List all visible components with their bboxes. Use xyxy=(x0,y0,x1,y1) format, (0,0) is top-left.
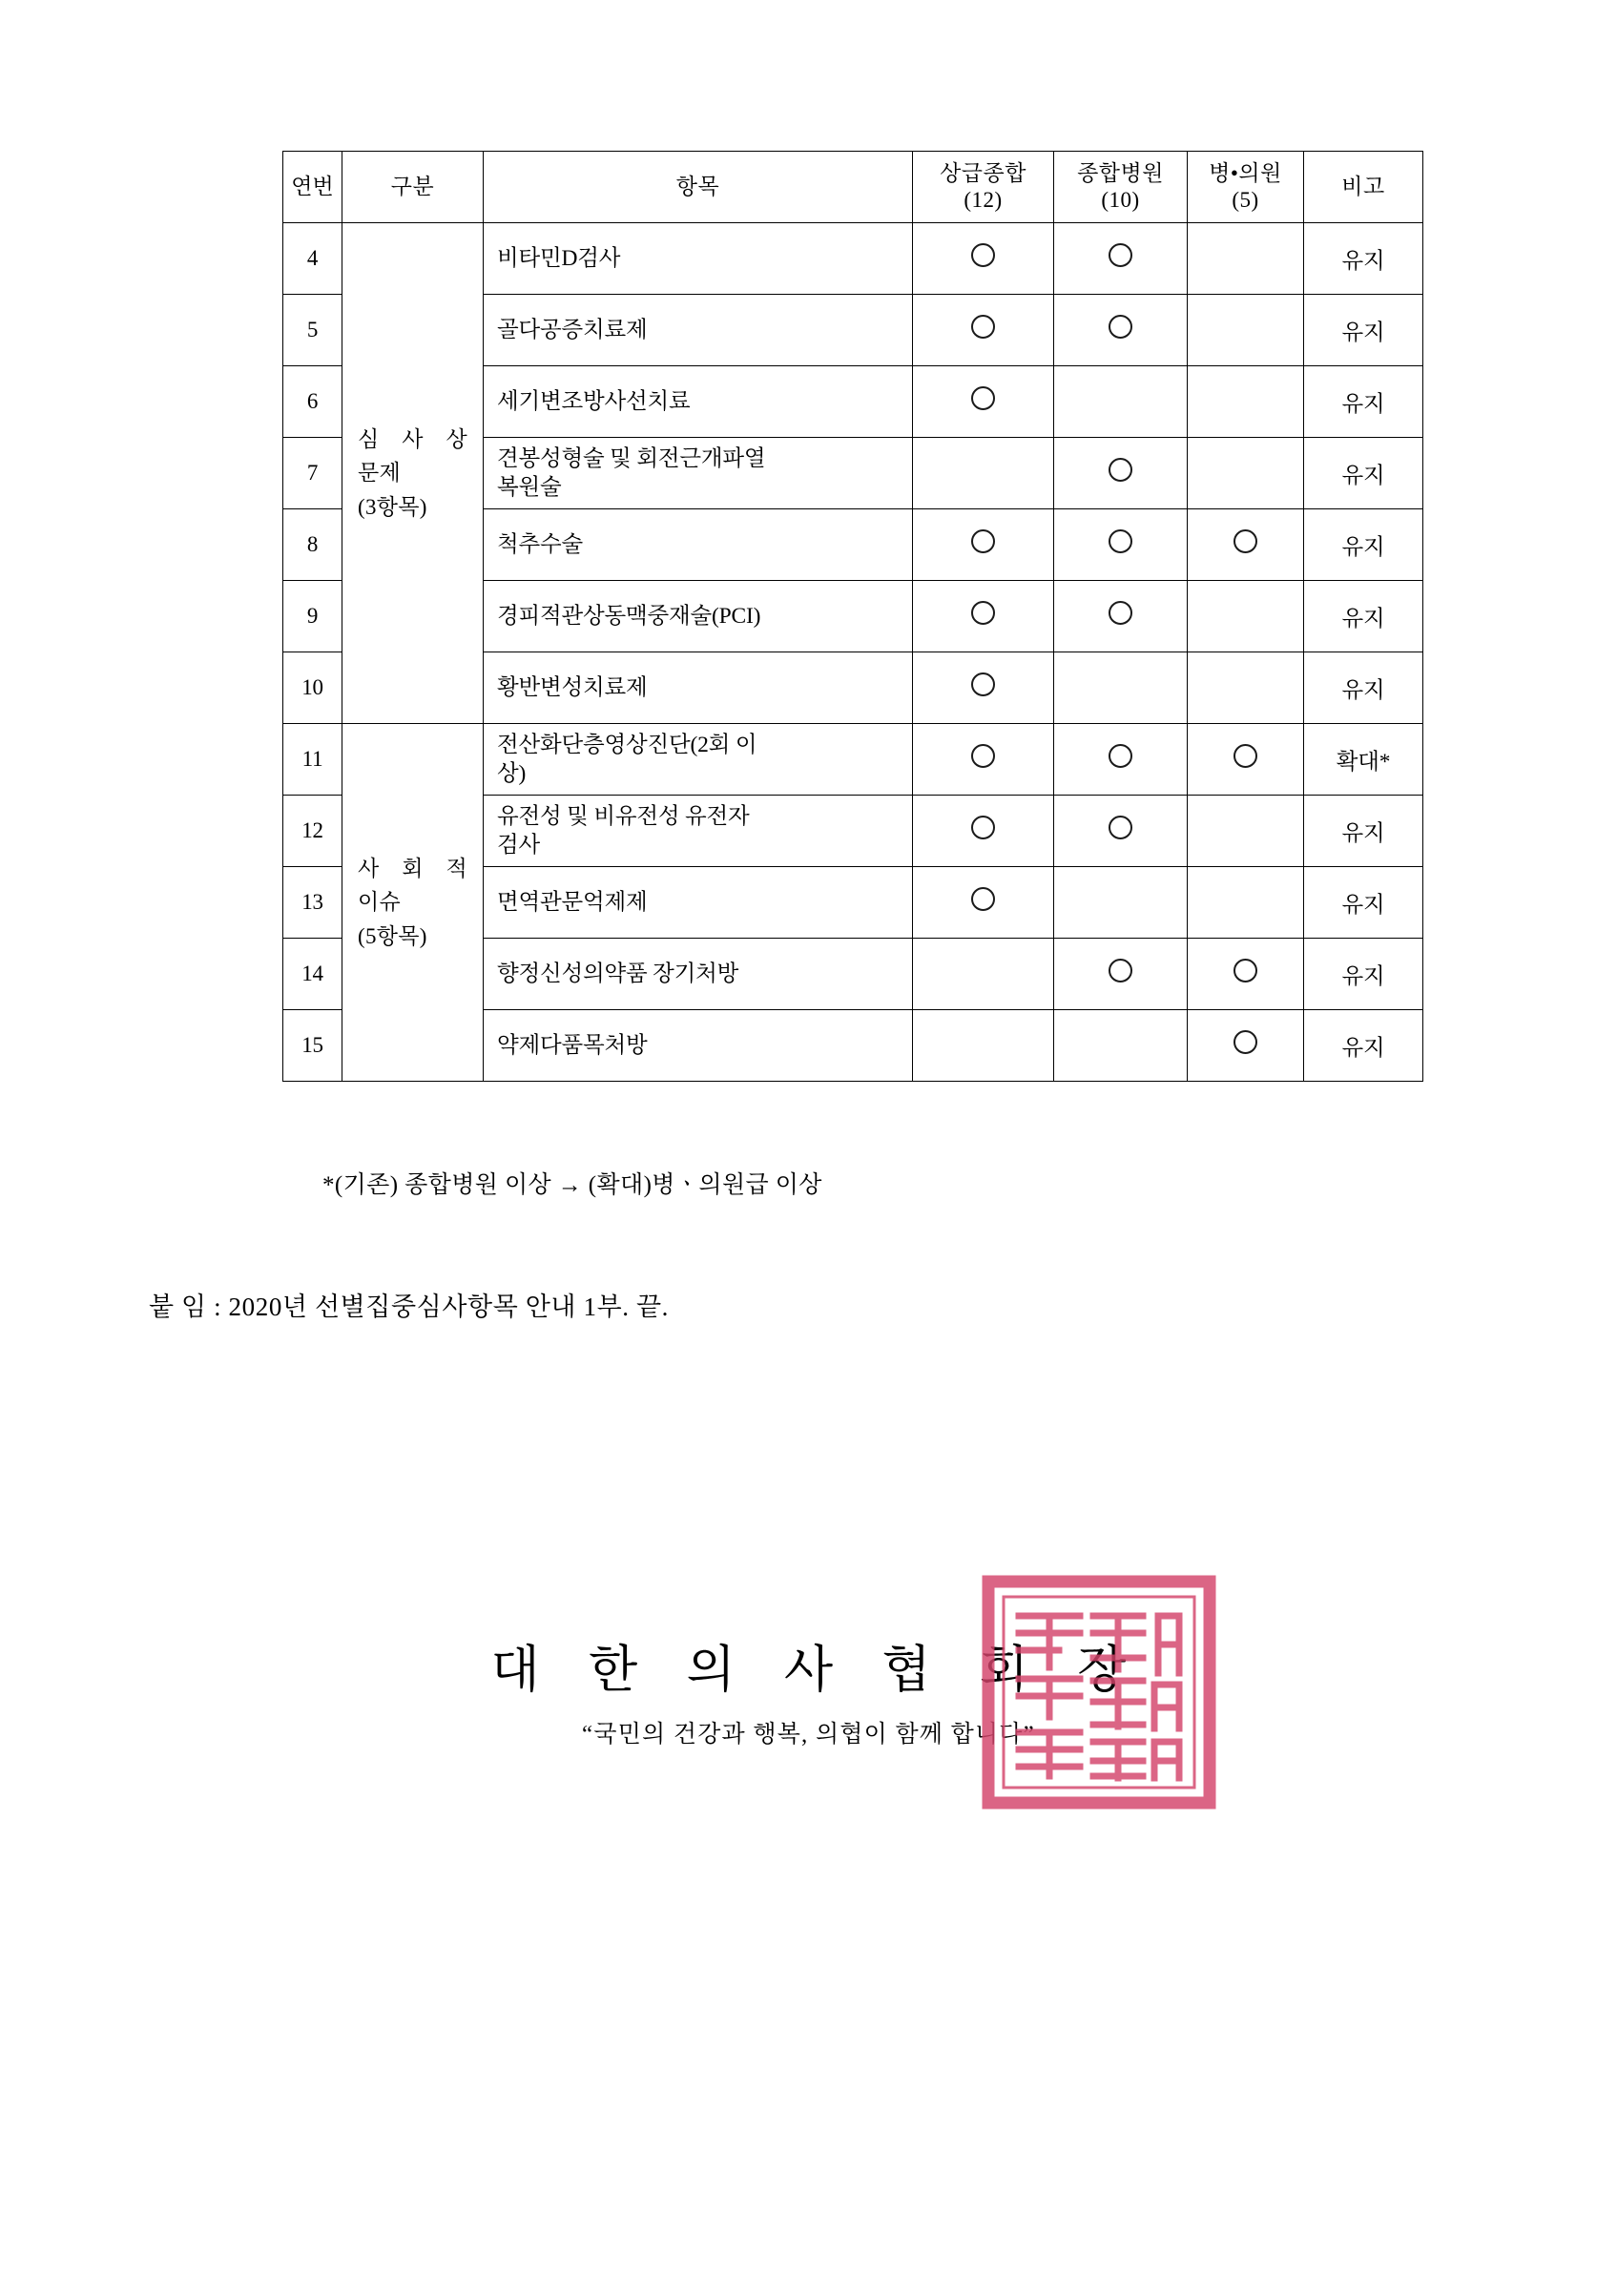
header-cell-gubun: 구분 xyxy=(342,152,484,223)
cell-clinic xyxy=(1188,509,1304,581)
cell-clinic xyxy=(1188,939,1304,1010)
cell-tertiary-hospital xyxy=(913,366,1054,438)
cell-no: 6 xyxy=(283,366,342,438)
item-line: 복원술 xyxy=(497,475,562,500)
cell-remark: 유지 xyxy=(1304,796,1423,867)
cell-item-name: 경피적관상동맥중재술(PCI) xyxy=(484,581,913,652)
cell-no: 10 xyxy=(283,652,342,724)
cell-tertiary-hospital xyxy=(913,581,1054,652)
check-circle-icon xyxy=(1109,959,1132,983)
signature-block xyxy=(0,1641,1617,1749)
cell-remark: 유지 xyxy=(1304,223,1423,295)
cell-remark: 유지 xyxy=(1304,295,1423,366)
check-circle-icon xyxy=(971,529,995,553)
header-cell-remark: 비고 xyxy=(1304,152,1423,223)
cell-clinic xyxy=(1188,1010,1304,1082)
check-circle-icon xyxy=(1233,959,1257,983)
cell-tertiary-hospital xyxy=(913,223,1054,295)
cell-tertiary-hospital xyxy=(913,724,1054,796)
cell-remark: 유지 xyxy=(1304,939,1423,1010)
check-circle-icon xyxy=(971,386,995,410)
group-label-line: 사 회 적 xyxy=(358,856,467,880)
cell-clinic xyxy=(1188,652,1304,724)
check-circle-icon xyxy=(1233,529,1257,553)
table-header-row xyxy=(283,152,1423,223)
group-label-line: 이슈 xyxy=(358,890,402,915)
item-line: 전산화단층영상진단(2회 이 xyxy=(497,732,757,757)
cell-general-hospital xyxy=(1054,867,1188,939)
cell-general-hospital xyxy=(1054,652,1188,724)
cell-no: 7 xyxy=(283,438,342,509)
check-circle-icon xyxy=(971,243,995,267)
check-circle-icon xyxy=(1109,744,1132,768)
header-cell-item: 항목 xyxy=(484,152,913,223)
cell-no: 14 xyxy=(283,939,342,1010)
check-circle-icon xyxy=(1109,816,1132,839)
cell-general-hospital xyxy=(1054,724,1188,796)
item-line: 상) xyxy=(497,761,527,786)
cell-clinic xyxy=(1188,223,1304,295)
cell-tertiary-hospital xyxy=(913,867,1054,939)
cell-item-name: 약제다품목처방 xyxy=(484,1010,913,1082)
cell-tertiary-hospital xyxy=(913,438,1054,509)
cell-remark: 유지 xyxy=(1304,509,1423,581)
cell-item-name xyxy=(484,724,913,796)
cell-tertiary-hospital xyxy=(913,652,1054,724)
header-cell-no: 연번 xyxy=(283,152,342,223)
cell-remark: 유지 xyxy=(1304,1010,1423,1082)
cell-clinic xyxy=(1188,366,1304,438)
cell-tertiary-hospital xyxy=(913,1010,1054,1082)
check-circle-icon xyxy=(971,672,995,696)
table-body xyxy=(283,223,1423,1082)
group-label-line: (3항목) xyxy=(358,494,427,519)
check-circle-icon xyxy=(971,601,995,625)
check-circle-icon xyxy=(971,887,995,911)
cell-clinic xyxy=(1188,796,1304,867)
cell-item-name xyxy=(484,438,913,509)
cell-general-hospital xyxy=(1054,295,1188,366)
cell-general-hospital xyxy=(1054,581,1188,652)
header-cell-general-hospital: 종합병원 (10) xyxy=(1054,152,1188,223)
cell-item-name: 세기변조방사선치료 xyxy=(484,366,913,438)
check-circle-icon xyxy=(1109,601,1132,625)
cell-remark: 유지 xyxy=(1304,652,1423,724)
cell-no: 9 xyxy=(283,581,342,652)
review-items-table-wrapper xyxy=(282,151,1422,1082)
group-label-line: 심 사 상 xyxy=(358,426,467,451)
cell-tertiary-hospital xyxy=(913,295,1054,366)
signature-title: 대 한 의 사 협 회 장 xyxy=(490,1643,1145,1698)
cell-general-hospital xyxy=(1054,438,1188,509)
item-line: 견봉성형술 및 회전근개파열 xyxy=(497,445,766,471)
cell-item-name: 비타민D검사 xyxy=(484,223,913,295)
check-circle-icon xyxy=(971,315,995,339)
cell-remark: 유지 xyxy=(1304,581,1423,652)
cell-no: 4 xyxy=(283,223,342,295)
check-circle-icon xyxy=(1109,529,1132,553)
table-footnote: *(기존) 종합병원 이상 → (확대)병ㆍ의원급 이상 xyxy=(322,1172,822,1198)
group-label-line: (5항목) xyxy=(358,923,427,948)
table-header xyxy=(283,152,1423,223)
cell-item-name: 척추수술 xyxy=(484,509,913,581)
cell-general-hospital xyxy=(1054,509,1188,581)
cell-no: 12 xyxy=(283,796,342,867)
table-row xyxy=(283,724,1423,796)
cell-clinic xyxy=(1188,438,1304,509)
header-cell-clinic: 병•의원 (5) xyxy=(1188,152,1304,223)
cell-item-name: 면역관문억제제 xyxy=(484,867,913,939)
check-circle-icon xyxy=(1109,315,1132,339)
cell-remark: 유지 xyxy=(1304,366,1423,438)
cell-remark: 유지 xyxy=(1304,867,1423,939)
cell-general-hospital xyxy=(1054,366,1188,438)
cell-remark: 확대* xyxy=(1304,724,1423,796)
cell-tertiary-hospital xyxy=(913,939,1054,1010)
cell-item-name: 황반변성치료제 xyxy=(484,652,913,724)
cell-clinic xyxy=(1188,724,1304,796)
cell-clinic xyxy=(1188,581,1304,652)
cell-group-social-issue xyxy=(342,724,484,1082)
check-circle-icon xyxy=(1109,243,1132,267)
review-items-table xyxy=(282,151,1423,1082)
check-circle-icon xyxy=(971,744,995,768)
cell-no: 15 xyxy=(283,1010,342,1082)
cell-clinic xyxy=(1188,867,1304,939)
check-circle-icon xyxy=(1233,744,1257,768)
cell-item-name xyxy=(484,796,913,867)
cell-no: 11 xyxy=(283,724,342,796)
check-circle-icon xyxy=(1109,458,1132,482)
table-row xyxy=(283,223,1423,295)
cell-item-name: 향정신성의약품 장기처방 xyxy=(484,939,913,1010)
cell-general-hospital xyxy=(1054,796,1188,867)
cell-tertiary-hospital xyxy=(913,796,1054,867)
check-circle-icon xyxy=(1233,1030,1257,1054)
header-cell-tertiary-hospital: 상급종합 (12) xyxy=(913,152,1054,223)
attachment-line: 붙 임 : 2020년 선별집중심사항목 안내 1부. 끝. xyxy=(149,1293,669,1321)
cell-no: 13 xyxy=(283,867,342,939)
cell-general-hospital xyxy=(1054,1010,1188,1082)
cell-tertiary-hospital xyxy=(913,509,1054,581)
item-line: 유전성 및 비유전성 유전자 xyxy=(497,803,750,829)
cell-general-hospital xyxy=(1054,223,1188,295)
cell-group-review-issue xyxy=(342,223,484,724)
cell-no: 5 xyxy=(283,295,342,366)
cell-clinic xyxy=(1188,295,1304,366)
check-circle-icon xyxy=(971,816,995,839)
item-line: 검사 xyxy=(497,833,541,858)
cell-no: 8 xyxy=(283,509,342,581)
signature-slogan: “국민의 건강과 행복, 의협이 함께 합니다” xyxy=(582,1721,1035,1748)
group-label-line: 문제 xyxy=(358,461,402,486)
cell-general-hospital xyxy=(1054,939,1188,1010)
cell-remark: 유지 xyxy=(1304,438,1423,509)
cell-item-name: 골다공증치료제 xyxy=(484,295,913,366)
